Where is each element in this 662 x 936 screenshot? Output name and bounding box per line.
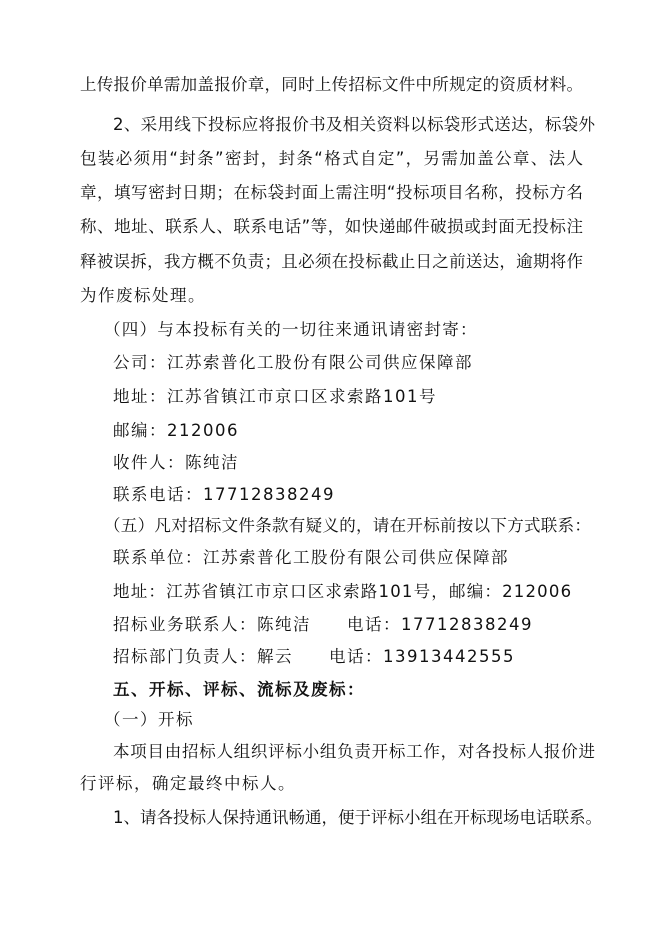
address-line: 地址：江苏省镇江市京口区求索路101号，邮编：212006 [113,582,573,601]
paragraph-line: 章，填写密封日期；在标袋封面上需注明“投标项目名称，投标方名 [80,183,583,202]
phone-line: 联系电话：17712838249 [113,485,335,504]
subsection-heading: （一）开标 [104,710,194,729]
paragraph-line: 本项目由招标人组织评标小组负责开标工作，对各投标人报价进 [113,742,595,761]
chapter-heading: 五、开标、评标、流标及废标： [113,680,365,699]
address-line: 地址：江苏省镇江市京口区求索路101号 [113,387,437,406]
paragraph-line: 称、地址、联系人、联系电话”等，如快递邮件破损或封面无投标注 [80,217,583,236]
section-heading: （五）凡对招标文件条款有疑义的，请在开标前按以下方式联系： [104,516,592,535]
contact-unit-line: 联系单位：江苏索普化工股份有限公司供应保障部 [113,548,509,567]
paragraph-line: 行评标，确定最终中标人。 [80,774,296,793]
section-heading: （四）与本投标有关的一切往来通讯请密封寄： [104,320,478,339]
paragraph-line: 包装必须用“封条”密封，封条“格式自定”，另需加盖公章、法人 [80,149,583,168]
recipient-line: 收件人：陈纯洁 [113,453,239,472]
paragraph-line: 2、采用线下投标应将报价书及相关资料以标袋形式送达，标袋外 [113,115,595,134]
postcode-line: 邮编：212006 [113,421,239,440]
department-head-line: 招标部门负责人：解云 电话：13913442555 [113,647,515,666]
paragraph-line: 释被误拆，我方概不负责；且必须在投标截止日之前送达，逾期将作 [80,252,583,271]
business-contact-line: 招标业务联系人：陈纯洁 电话：17712838249 [113,615,533,634]
paragraph-line: 为作废标处理。 [80,286,206,305]
paragraph-line: 1、请各投标人保持通讯畅通，便于评标小组在开标现场电话联系。 [113,808,602,827]
company-line: 公司：江苏索普化工股份有限公司供应保障部 [113,353,473,372]
paragraph-line: 上传报价单需加盖报价章，同时上传招标文件中所规定的资质材料。 [80,75,583,94]
